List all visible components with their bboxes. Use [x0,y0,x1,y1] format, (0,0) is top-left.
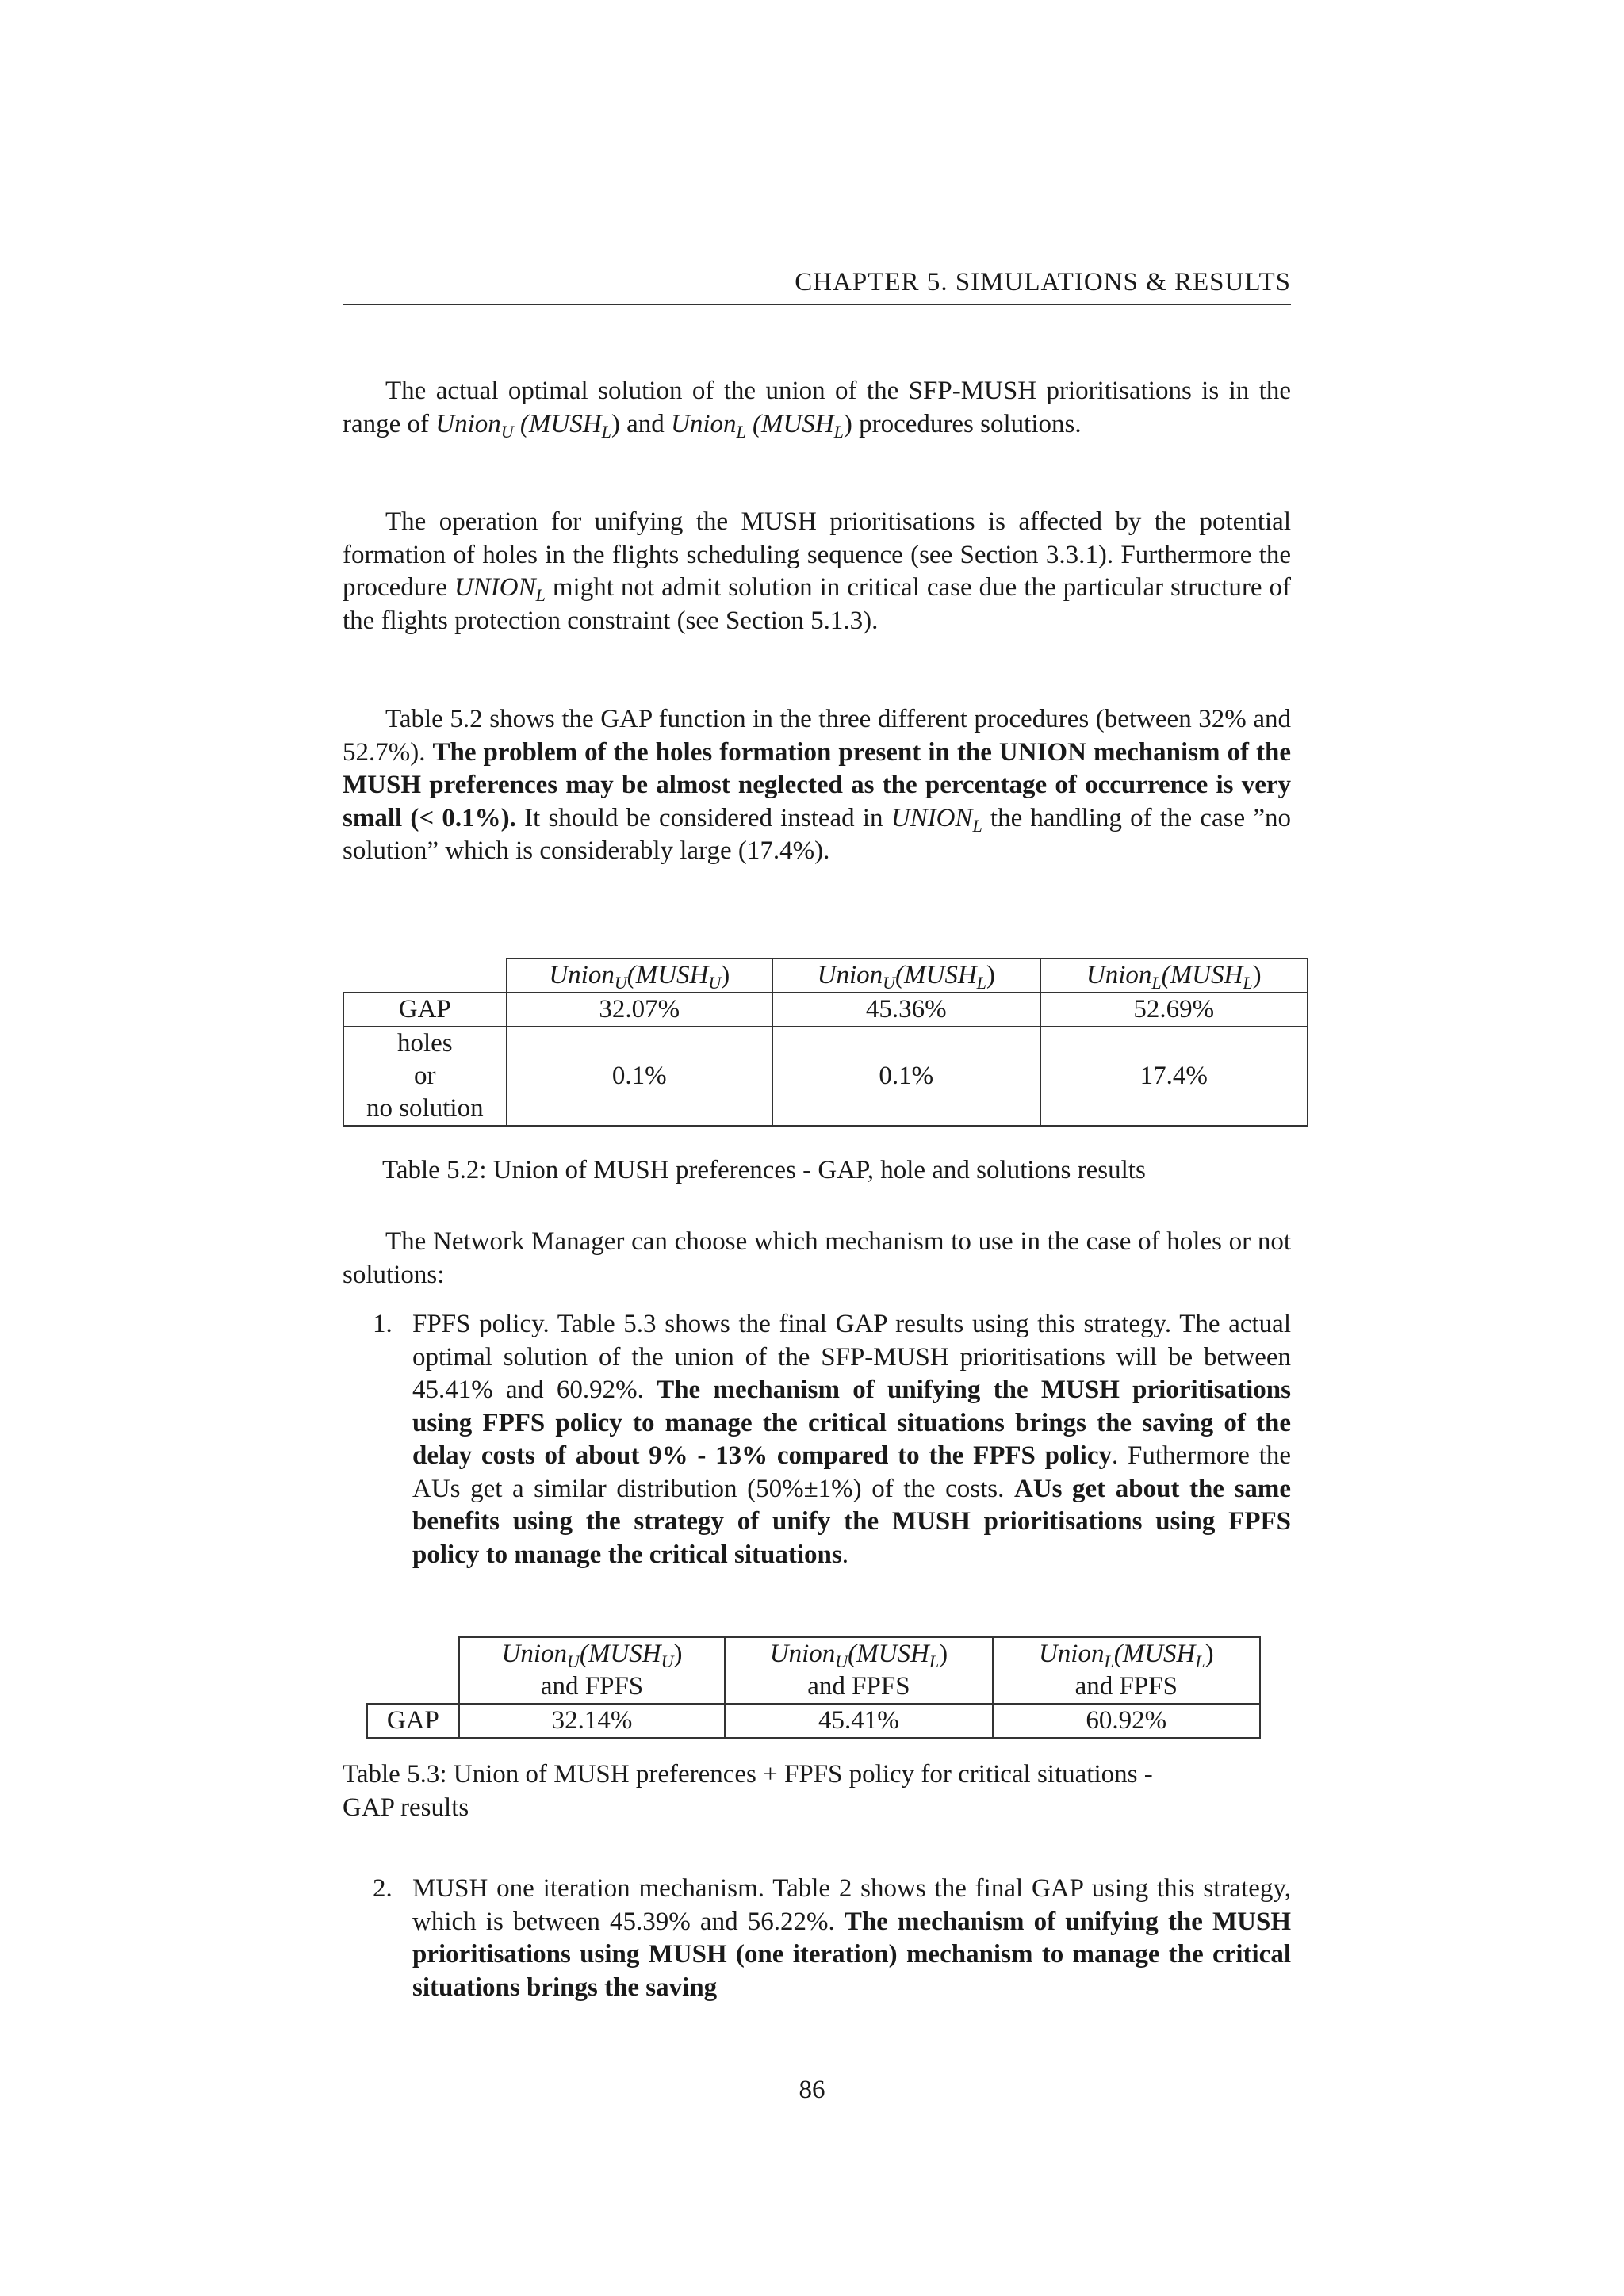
caption-line: Table 5.3: Union of MUSH preferences + FPFS policy for critical situations - [343,1760,1153,1789]
text-run: procedures solutions. [852,409,1082,438]
row-label: GAP [367,1704,459,1738]
math-union: Union [435,409,501,438]
bold-statement: The mechanism of unifying the MUSH prioritisations using MUSH (one iteration) mechanism to manage the critical situations brings the saving [412,1907,1291,2002]
list-item-body [412,1308,1291,1571]
table-caption: Table 5.2: Union of MUSH preferences - GAP, hole and solutions results [382,1156,1146,1184]
paragraph-network-manager [343,1226,1291,1292]
text-run: The Network Manager can choose which mechanism to use in the case of holes or not solutions: [343,1227,1291,1289]
math-subscript: L [833,421,844,442]
table-caption [343,1758,1153,1824]
table-cell: 32.14% [459,1704,725,1738]
text-run: The operation for unifying the MUSH prioritisations is affected by the potential formation of holes in the flights scheduling sequence (see Section 3.3.1). Furthermore the procedure [343,507,1291,602]
math-subscript: L [535,585,546,605]
row-label-line: no solution [366,1094,484,1123]
paragraph-holes-formation [343,506,1291,637]
column-header: $Union_L(MUSH_L)$ and FPFS [993,1637,1260,1704]
table-cell: 45.41% [725,1704,992,1738]
row-label-line: holes [396,1029,453,1058]
column-header: $Union_U(MUSH_L)$ and FPFS [725,1637,992,1704]
table-cell: 52.69% [1040,993,1308,1027]
bold-statement: AUs get about the same benefits using the strategy of unify the MUSH prioritisations using FPFS policy to manage the critical situations [412,1474,1291,1569]
table-row [343,993,1308,1027]
column-header: $Union_U(MUSH_U)$ [507,959,773,993]
text-run: . [841,1540,848,1569]
table-cell: 0.1% [507,1027,773,1126]
table-5-2 [343,958,1308,1127]
text-run: It should be considered instead in [515,803,891,832]
text-run: FPFS policy. Table 5.3 shows the final GAP results using this strategy. The actual optimal solution of the union of the SFP-MUSH prioritisations will be between 45.41% and 60.92%. [412,1310,1291,1404]
math-union: Union [670,409,737,438]
math-paren: ) [611,409,620,438]
list-number: 1. [373,1310,393,1338]
table-cell: 45.36% [772,993,1040,1027]
math-subscript: L [736,421,746,442]
text-run: might not admit solution in critical case due the particular structure of the flights protection constraint (see Section 5.1.3). [343,573,1292,635]
row-label [343,1027,507,1126]
math-union-procedure: UNION [891,803,973,832]
empty-corner-cell [343,959,507,993]
list-item [373,1873,1291,2004]
table-row [343,1027,1308,1126]
paragraph-gap-function [343,703,1291,868]
table-header-row [343,959,1308,993]
table-row [367,1704,1260,1738]
column-header: $Union_U(MUSH_L)$ [772,959,1040,993]
list-item [373,1308,1291,1571]
table-cell: 60.92% [993,1704,1260,1738]
math-mush: (MUSH [513,409,602,438]
table-cell: 17.4% [1040,1027,1308,1126]
text-run: the handling of the case ”no solution” which is considerably large (17.4%). [343,803,1291,865]
table-header-row [367,1637,1260,1704]
row-label-line: or [414,1062,436,1090]
table-cell: 32.07% [507,993,773,1027]
math-subscript: L [972,815,982,836]
math-union-procedure: UNION [454,573,536,602]
math-subscript: U [500,421,514,442]
row-label: GAP [343,993,507,1027]
text-run: MUSH one iteration mechanism. Table 2 shows the final GAP using this strategy, which is between 45.39% and 56.22%. [412,1874,1291,1936]
math-subscript: L [601,421,611,442]
math-mush: (MUSH [745,409,834,438]
text-run: and [619,409,671,438]
column-header: $Union_L(MUSH_L)$ [1040,959,1308,993]
table-5-3 [366,1636,1261,1739]
text-run: The actual optimal solution of the union of the SFP-MUSH prioritisations is in the range of [343,377,1291,438]
caption-line: GAP results [343,1793,469,1822]
text-run: . Futhermore the AUs get a similar distribution (50%±1%) of the costs. [412,1441,1291,1503]
table-cell: 0.1% [772,1027,1040,1126]
math-paren: ) [843,409,852,438]
bold-statement: The problem of the holes formation present in the UNION mechanism of the MUSH preferences may be almost neglected as the percentage of occurrence is very small (< 0.1%). [343,737,1291,832]
text-run: Table 5.2 shows the GAP function in the three different procedures (between 32% and 52.7%). [343,705,1291,767]
paragraph-optimal-solution [343,375,1291,441]
list-item-body [412,1873,1291,2004]
page-number: 86 [799,2076,825,2104]
column-header: $Union_U(MUSH_U)$ and FPFS [459,1637,725,1704]
bold-statement: The mechanism of unifying the MUSH prioritisations using FPFS policy to manage the critical situations brings the saving of the delay costs of about 9% - 13% compared to the FPFS policy [412,1376,1291,1470]
empty-corner-cell [367,1637,459,1704]
running-header: CHAPTER 5. SIMULATIONS & RESULTS [343,268,1291,305]
list-number: 2. [373,1874,393,1903]
